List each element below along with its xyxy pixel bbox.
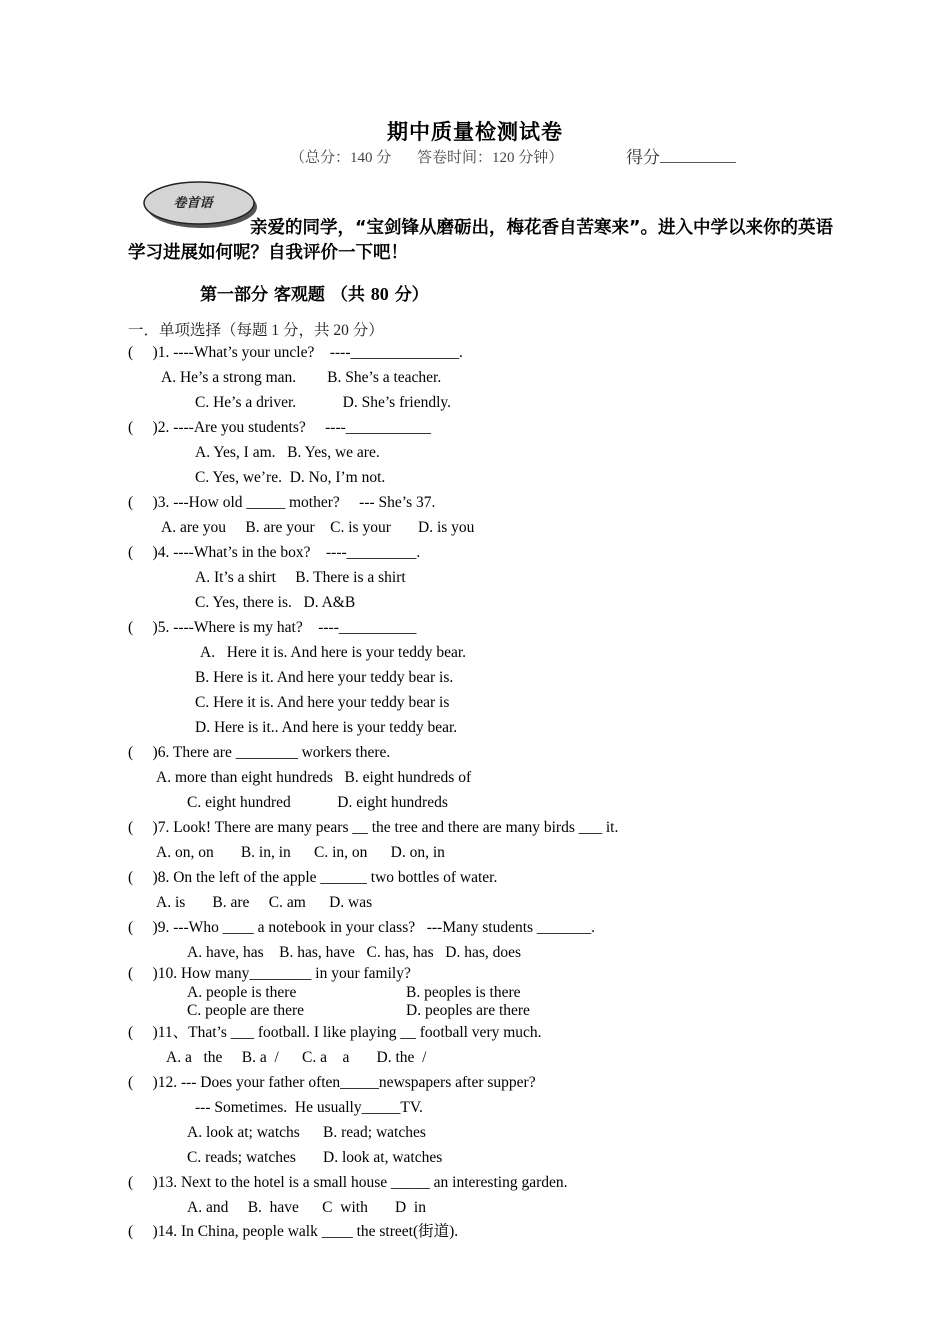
part-one-heading [200,280,429,305]
q1-options-ab: A. He’s a strong man. B. She’s a teacher. [161,369,442,386]
question-1: ( )1. ----What’s your uncle? ----______________. [128,344,463,361]
section-one-heading: 一．单项选择（每题 1 分，共 20 分） [128,322,384,339]
question-7: ( )7. Look! There are many pears __ the tree and there are many birds ___ it. [128,819,619,836]
score-field [626,143,736,168]
question-2: ( )2. ----Are you students? ----___________ [128,419,432,436]
q2-options-ab: A. Yes, I am. B. Yes, we are. [195,444,380,461]
question-8: ( )8. On the left of the apple ______ two bottles of water. [128,869,498,886]
question-12: ( )12. --- Does your father often_____newspapers after supper? [128,1074,536,1091]
q4-options-cd: C. Yes, there is. D. A&B [195,594,356,611]
question-9: ( )9. ---Who ____ a notebook in your class? ---Many students _______. [128,919,596,936]
question-3: ( )3. ---How old _____ mother? --- She’s 37. [128,494,436,511]
q10-option-c: C. people are there [187,1002,305,1019]
question-13: ( )13. Next to the hotel is a small house _____ an interesting garden. [128,1174,568,1191]
q10-option-d: D. peoples are there [406,1002,530,1019]
time-info: 答卷时间：120 分钟） [417,150,564,166]
score-blank[interactable] [660,146,736,163]
q6-options-ab: A. more than eight hundreds B. eight hundreds of [156,769,472,786]
q9-options: A. have, has B. has, have C. has, has D. has, does [187,944,522,961]
preface-text: 亲爱的同学，“宝剑锋从磨砺出，梅花香自苦寒来”。进入中学以来你的英语学习进展如何呢？自我评价一下吧！ [128,218,834,263]
part-one-unit: 分） [394,285,429,305]
q6-options-cd: C. eight hundred D. eight hundreds [187,794,448,811]
part-one-label: 第一部分 客观题 （共 [200,285,365,305]
q12-options-cd: C. reads; watches D. look at, watches [187,1149,443,1166]
q3-options: A. are you B. are your C. is your D. is you [161,519,475,536]
q11-options: A. a the B. a / C. a a D. the / [166,1049,427,1066]
q4-options-ab: A. It’s a shirt B. There is a shirt [195,569,406,586]
q7-options: A. on, on B. in, in C. in, on D. on, in [156,844,445,861]
q10-option-b: B. peoples is there [406,984,521,1001]
q10-option-a: A. people is there [187,984,297,1001]
q5-option-a: A. Here it is. And here is your teddy bear. [200,644,467,661]
q12-dialogue: --- Sometimes. He usually_____TV. [195,1099,423,1116]
question-10: ( )10. How many________ in your family? [128,965,411,982]
question-6: ( )6. There are ________ workers there. [128,744,391,761]
q12-options-ab: A. look at; watchs B. read; watches [187,1124,426,1141]
exam-title: 期中质量检测试卷 [387,120,563,144]
q2-options-cd: C. Yes, we’re. D. No, I’m not. [195,469,386,486]
q5-option-b: B. Here is it. And here your teddy bear is. [195,669,454,686]
q8-options: A. is B. are C. am D. was [156,894,373,911]
q1-options-cd: C. He’s a driver. D. She’s friendly. [195,394,451,411]
question-11: ( )11、That’s ___ football. I like playing __ football very much. [128,1024,542,1041]
q5-option-c: C. Here it is. And here your teddy bear is [195,694,450,711]
question-4: ( )4. ----What’s in the box? ----_________. [128,544,421,561]
total-score-info: （总分：140 分 [290,150,392,166]
exam-info [290,146,585,167]
question-14: ( )14. In China, people walk ____ the street(街道). [128,1223,459,1240]
preface-badge-label: 卷首语 [173,196,213,211]
question-5: ( )5. ----Where is my hat? ----__________ [128,619,417,636]
q5-option-d: D. Here is it.. And here is your teddy bear. [195,719,458,736]
part-one-points: 80 [370,284,389,304]
q13-options: A. and B. have C with D in [187,1199,426,1216]
score-label: 得分 [626,148,660,168]
